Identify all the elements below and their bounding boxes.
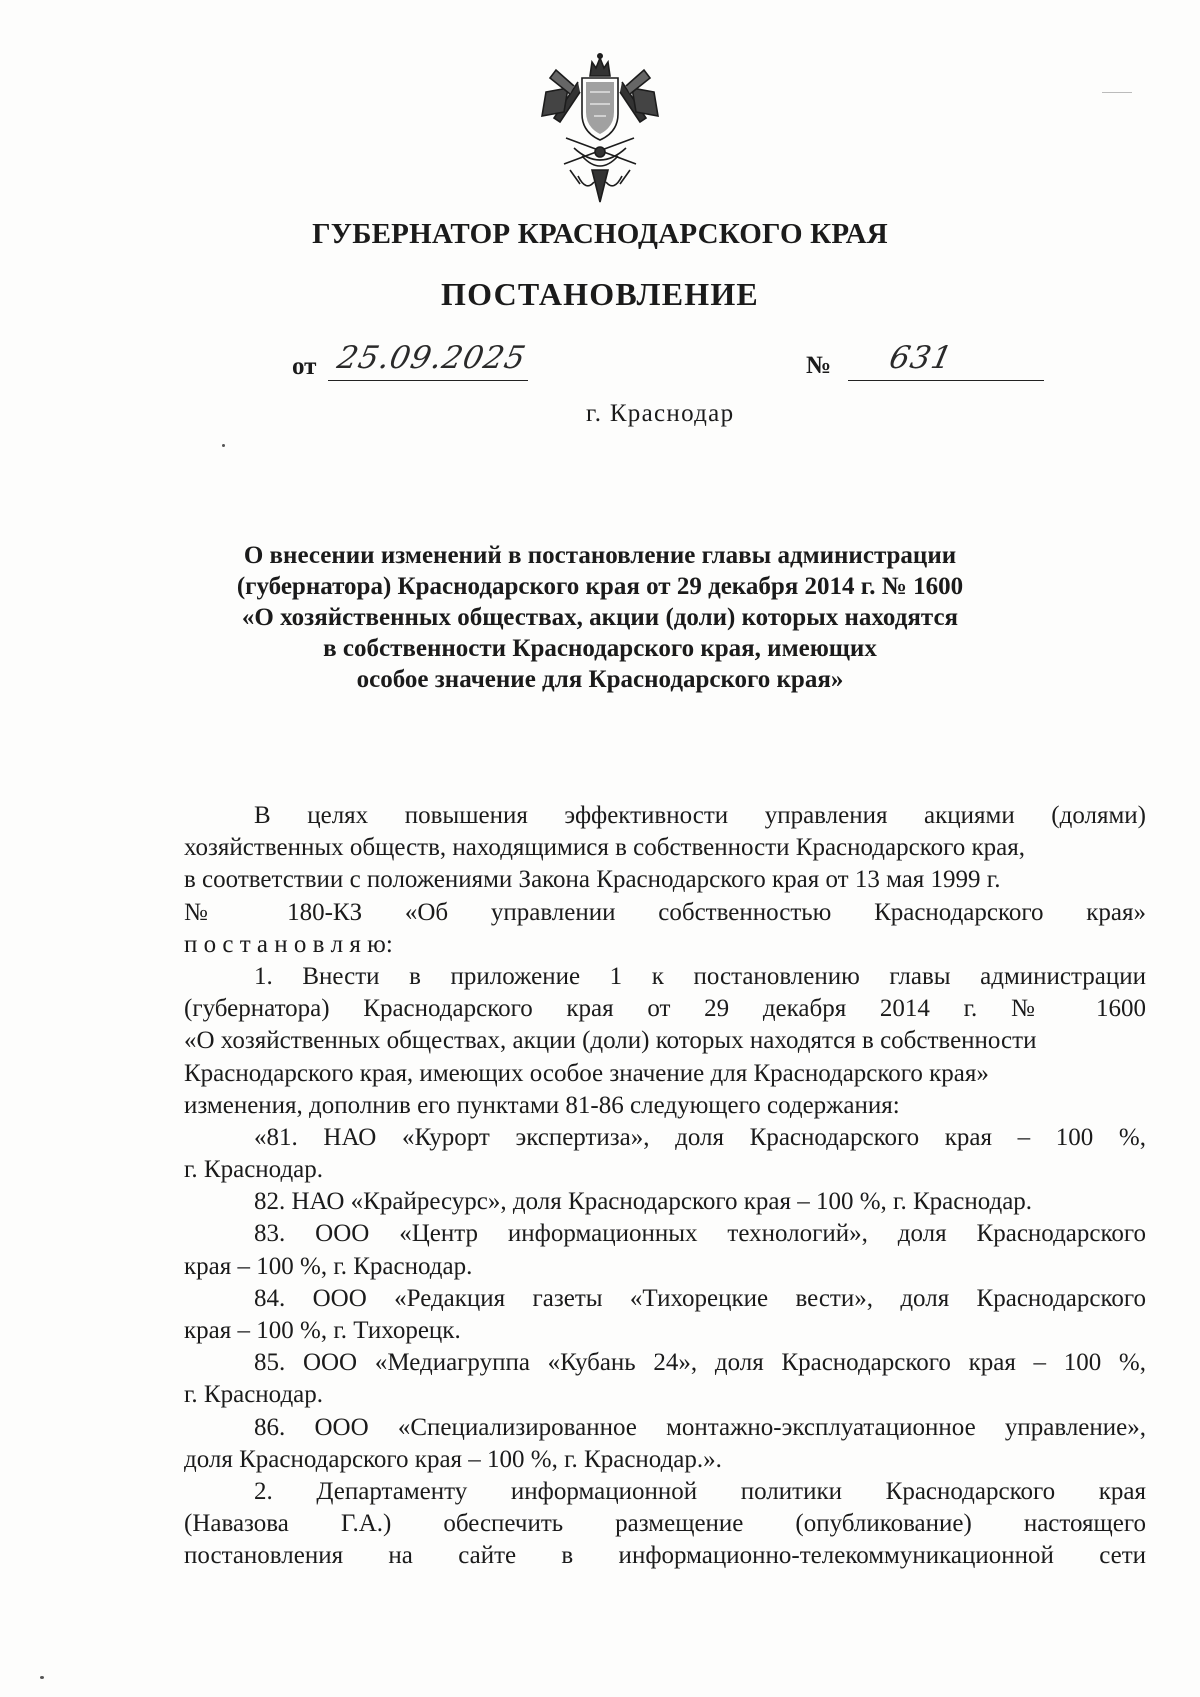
scan-speck bbox=[40, 1676, 44, 1679]
date-field bbox=[328, 340, 528, 381]
title-line: в собственности Краснодарского края, имеющих bbox=[323, 635, 877, 662]
body-line: № 180-КЗ «Об управлении собственностью Краснодарского края» bbox=[184, 898, 1146, 926]
date-number-row bbox=[0, 340, 1200, 390]
body-line: Краснодарского края, имеющих особое значение для Краснодарского края» bbox=[184, 1059, 989, 1087]
handwritten-date: 25.09.2025 bbox=[334, 340, 530, 376]
date-prefix: от bbox=[292, 353, 317, 380]
body-line: «О хозяйственных обществах, акции (доли) которых находятся в собственности bbox=[184, 1027, 1037, 1055]
body-line: (Навазова Г.А.) обеспечить размещение (опубликование) настоящего bbox=[184, 1510, 1146, 1538]
scan-speck bbox=[222, 444, 225, 447]
body-line: края – 100 %, г. Краснодар. bbox=[184, 1252, 473, 1280]
number-field bbox=[848, 340, 1044, 381]
document-type-heading: ПОСТАНОВЛЕНИЕ bbox=[441, 276, 759, 312]
body-line: хозяйственных обществ, находящимися в собственности Краснодарского края, bbox=[184, 834, 1025, 862]
body-line: 86. ООО «Специализированное монтажно-эксплуатационное управление», bbox=[254, 1413, 1146, 1441]
body-line: 2. Департаменту информационной политики Краснодарского края bbox=[254, 1477, 1146, 1505]
body-line: 82. НАО «Крайресурс», доля Краснодарского края – 100 %, г. Краснодар. bbox=[254, 1188, 1033, 1216]
body-line: п о с т а н о в л я ю: bbox=[184, 930, 393, 958]
body-line: «81. НАО «Курорт экспертиза», доля Краснодарского края – 100 %, bbox=[254, 1123, 1146, 1151]
body-line: края – 100 %, г. Тихорецк. bbox=[184, 1317, 461, 1344]
scan-speck bbox=[1102, 92, 1132, 93]
body-line: доля Краснодарского края – 100 %, г. Краснодар.». bbox=[184, 1445, 722, 1473]
document-body bbox=[184, 800, 1146, 1573]
body-line: 85. ООО «Медиагруппа «Кубань 24», доля Краснодарского края – 100 %, bbox=[254, 1349, 1146, 1377]
title-line: особое значение для Краснодарского края» bbox=[356, 666, 844, 693]
body-line: г. Краснодар. bbox=[184, 1156, 324, 1184]
title-line: (губернатора) Краснодарского края от 29 декабря 2014 г. № 1600 bbox=[236, 573, 964, 600]
number-prefix: № bbox=[806, 352, 832, 379]
body-line: 83. ООО «Центр информационных технологий», доля Краснодарского bbox=[254, 1220, 1146, 1248]
handwritten-number: 631 bbox=[886, 340, 956, 376]
body-line: в соответствии с положениями Закона Краснодарского края от 13 мая 1999 г. bbox=[184, 866, 1001, 894]
coat-of-arms-emblem bbox=[534, 52, 666, 212]
body-line: В целях повышения эффективности управления акциями (долями) bbox=[254, 802, 1146, 829]
title-line: «О хозяйственных обществах, акции (доли) которых находятся bbox=[241, 604, 959, 631]
body-line: г. Краснодар. bbox=[184, 1381, 324, 1409]
issuing-authority-heading: ГУБЕРНАТОР КРАСНОДАРСКОГО КРАЯ bbox=[312, 218, 888, 250]
body-line: 84. ООО «Редакция газеты «Тихорецкие вести», доля Краснодарского bbox=[254, 1284, 1146, 1312]
body-line: изменения, дополнив его пунктами 81-86 следующего содержания: bbox=[184, 1091, 900, 1119]
document-title bbox=[180, 540, 1020, 695]
body-line: 1. Внести в приложение 1 к постановлению главы администрации bbox=[254, 962, 1146, 990]
city-line: г. Краснодар bbox=[586, 400, 735, 427]
body-line: (губернатора) Краснодарского края от 29 декабря 2014 г. № 1600 bbox=[184, 995, 1146, 1023]
body-line: постановления на сайте в информационно-телекоммуникационной сети bbox=[184, 1542, 1146, 1570]
title-line: О внесении изменений в постановление главы администрации bbox=[243, 542, 957, 569]
